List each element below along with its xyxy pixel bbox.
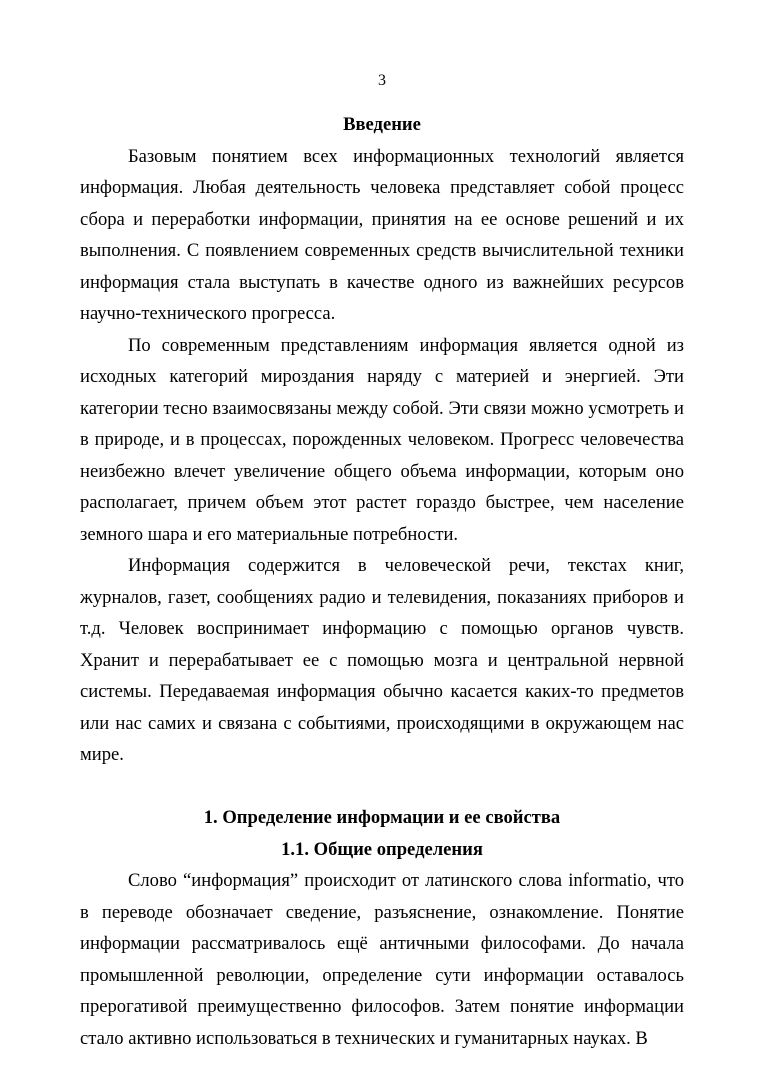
subsection-paragraph: Слово “информация” происходит от латинского слова informatio, что в переводе обозначает сведение, разъяснение, ознакомление. Понятие информации рассматривалось ещё античными философами. До начала промышленной революции, определение сути информации оставалось прерогативой преимущественно философов. Затем понятие информации стало активно использоваться в технических и гуманитарных науках. В xyxy=(80,870,684,1049)
intro-paragraph: Информация содержится в человеческой речи, текстах книг, журналов, газет, сообщениях радио и телевидения, показаниях приборов и т.д. Человек воспринимает информацию с помощью органов чувств. Хранит и перерабатывает ее с помощью мозга и центральной нервной системы. Передаваемая информация обычно касается каких-то предметов или нас самих и связана с событиями, происходящими в окружающем нас мире. xyxy=(80,555,684,765)
intro-paragraph: По современным представлениям информация является одной из исходных категорий мироздания наряду с материей и энергией. Эти категории тесно взаимосвязаны между собой. Эти связи можно усмотреть и в природе, и в процессах, порожденных человеком. Прогресс человечества неизбежно влечет увеличение общего объема информации, которым оно располагает, причем объем этот растет гораздо быстрее, чем население земного шара и его материальные потребности. xyxy=(80,334,684,545)
page-content xyxy=(80,109,684,1054)
section-spacer xyxy=(80,771,684,803)
intro-paragraph: Базовым понятием всех информационных технологий является информация. Любая деятельность человека представляет собой процесс сбора и переработки информации, принятия на ее основе решений и их выполнения. С появлением современных средств вычислительной техники информация стала выступать в качестве одного из важнейших ресурсов научно-технического прогресса. xyxy=(80,145,684,324)
intro-heading: Введение xyxy=(343,114,421,135)
subsection-heading: 1.1. Общие определения xyxy=(281,838,483,860)
section-heading: 1. Определение информации и ее свойства xyxy=(203,807,561,828)
page-number: 3 xyxy=(378,72,386,89)
